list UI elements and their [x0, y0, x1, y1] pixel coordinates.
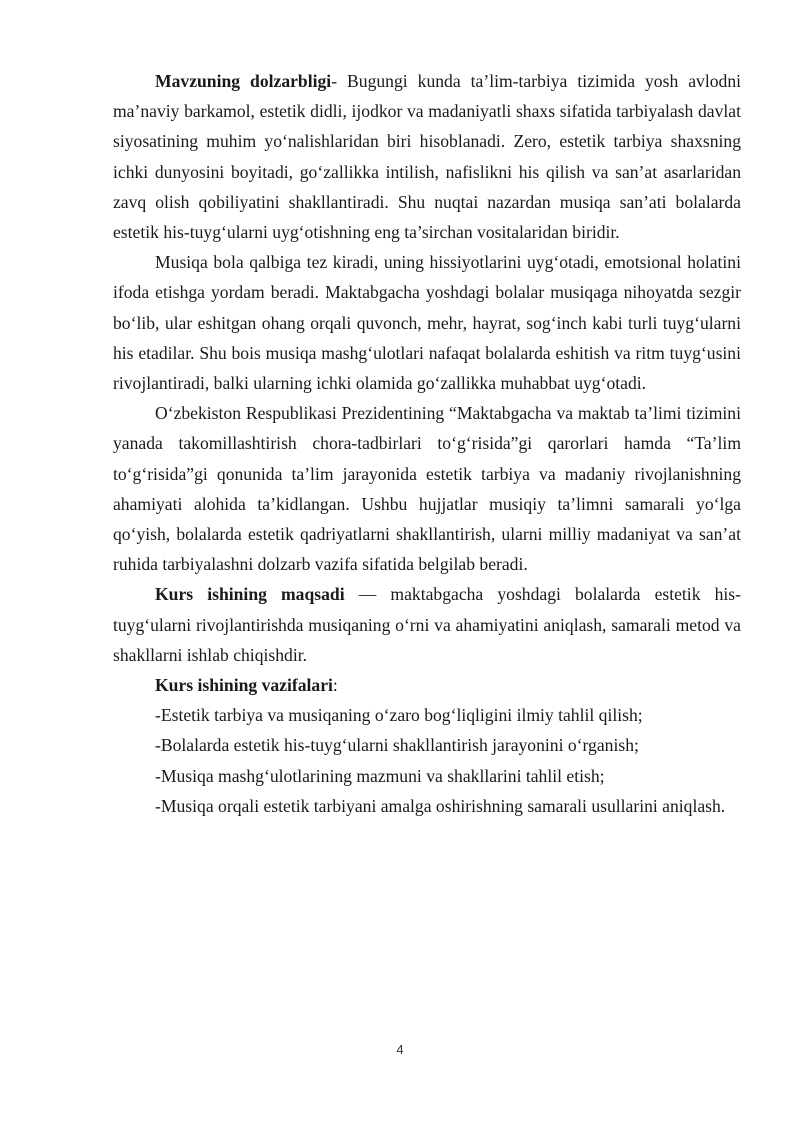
heading-tasks: Kurs ishining vazifalari [155, 675, 333, 696]
paragraph-relevance [113, 66, 741, 247]
paragraph-goal-text: — maktabgacha yoshdagi bolalarda estetik his-tuyg‘ularni rivojlantirishda musiqaning o‘rni va ahamiyatini aniqlash, samarali metod va shakllarni ishlab chiqishdir. [113, 584, 742, 665]
task-item: -Musiqa orqali estetik tarbiyani amalga oshirishning samarali usullarini aniqlash. [155, 795, 726, 816]
page-number: 4 [396, 1042, 404, 1057]
paragraph-legislation: O‘zbekiston Respublikasi Prezidentining “Maktabgacha va maktab ta’limi tizimini yanada takomillashtirish chora-tadbirlari to‘g‘risida”gi qarorlari hamda “Ta’lim to‘g‘risida”gi qonunida ta’lim jarayonida estetik tarbiya va madaniy rivojlanishning ahamiyati alohida ta’kidlangan. Ushbu hujjatlar musiqiy ta’limni samarali yo‘lga qo‘yish, bolalarda estetik qadriyatlarni shakllantirish, ularni milliy madaniyat va san’at ruhida tarbiyalashni dolzarb vazifa sifatida belgilab beradi. [113, 403, 741, 575]
task-item: -Bolalarda estetik his-tuyg‘ularni shakllantirish jarayonini o‘rganish; [155, 735, 639, 756]
task-item: -Estetik tarbiya va musiqaning o‘zaro bog‘liqligini ilmiy tahlil qilish; [155, 705, 643, 726]
heading-relevance: Mavzuning dolzarbligi [155, 71, 332, 91]
paragraph-goal [113, 579, 741, 670]
paragraph-tasks-heading [113, 670, 741, 700]
document-page [113, 66, 741, 821]
task-item: -Musiqa mashg‘ulotlarining mazmuni va shakllarini tahlil etish; [155, 765, 605, 786]
paragraph-music-influence: Musiqa bola qalbiga tez kiradi, uning hissiyotlarini uyg‘otadi, emotsional holatini ifoda etishga yordam beradi. Maktabgacha yoshdagi bolalar musiqaga nihoyatda sezgir bo‘lib, ular eshitgan ohang orqali quvonch, mehr, hayrat, sog‘inch kabi turli tuyg‘ularni his etadilar. Shu bois musiqa mashg‘ulotlari nafaqat bolalarda eshitish va ritm tuyg‘usini rivojlantiradi, balki ularning ichki olamida go‘zallikka muhabbat uyg‘otadi. [113, 252, 741, 394]
heading-goal: Kurs ishining maqsadi [155, 584, 345, 605]
heading-tasks-colon: : [332, 675, 338, 696]
paragraph-relevance-text: - Bugungi kunda ta’lim-tarbiya tizimida yosh avlodni ma’naviy barkamol, estetik didli, ijodkor va madaniyatli shaxs sifatida tarbiyalash davlat siyosatining muhim yo‘nalishlaridan biri hisoblanadi. Zero, estetik tarbiya shaxsning ichki dunyosini boyitadi, go‘zallikka intilish, nafislikni his qilish va san’at asarlaridan zavq olish qobiliyatini shakllantiradi. Shu nuqtai nazardan musiqa san’ati bolalarda estetik his-tuyg‘ularni uyg‘otishning eng ta’sirchan vositalaridan biridir. [113, 71, 742, 243]
